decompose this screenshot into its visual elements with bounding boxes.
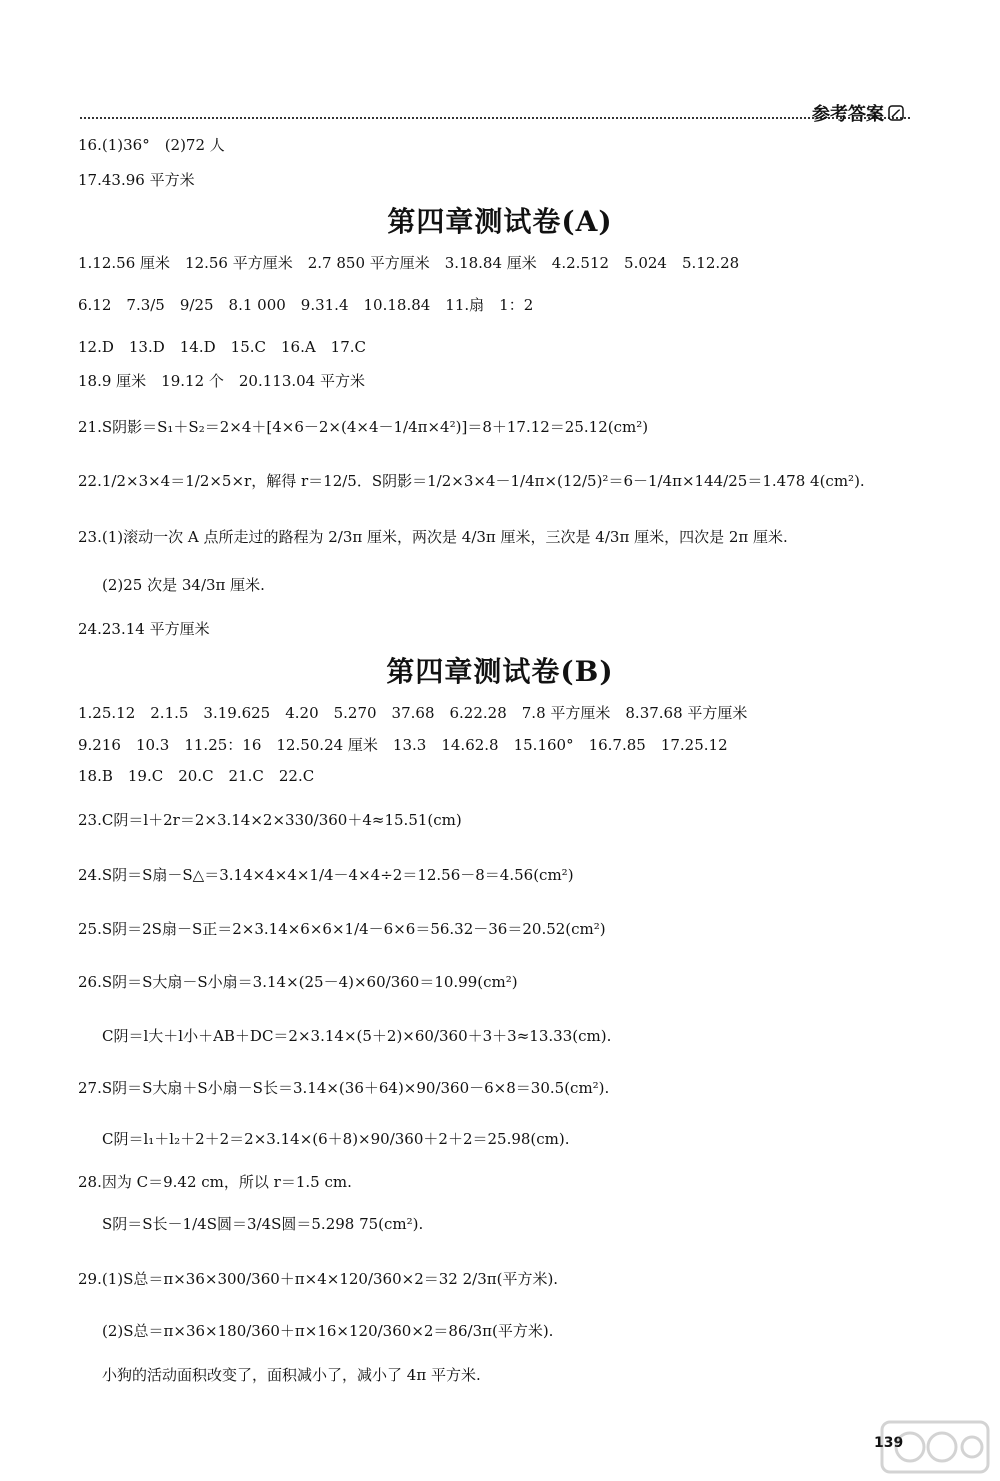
answer-line: 6.12 7.3/5 9/25 8.1 000 9.31.4 10.18.84 11.扇 1：2 bbox=[78, 296, 534, 314]
header-title: 参考答案 bbox=[812, 104, 884, 125]
answer-line: 9.216 10.3 11.25：16 12.50.24 厘米 13.3 14.62.8 15.160° 16.7.85 17.25.12 bbox=[78, 736, 728, 754]
section-title-a: 第四章测试卷(A) bbox=[387, 205, 613, 238]
answer-line: 23.C阴＝l＋2r＝2×3.14×2×330/360＋4≈15.51(cm) bbox=[78, 811, 462, 829]
header-label bbox=[812, 100, 904, 126]
answer-line: 17.43.96 平方米 bbox=[78, 171, 195, 189]
answer-line: 22.1/2×3×4＝1/2×5×r，解得 r＝12/5．S阴影＝1/2×3×4－1/4π×(12/5)²＝6－1/4π×144/25＝1.478 4(cm²). bbox=[78, 472, 865, 490]
answer-line: 16.(1)36° (2)72 人 bbox=[78, 136, 225, 154]
answer-line: 24.23.14 平方厘米 bbox=[78, 620, 210, 638]
answer-line: 小狗的活动面积改变了，面积减小了，减小了 4π 平方米. bbox=[102, 1366, 481, 1384]
answer-line: C阴＝l大＋l小＋AB＋DC＝2×3.14×(5＋2)×60/360＋3＋3≈13.33(cm). bbox=[102, 1027, 612, 1045]
answer-line: 1.12.56 厘米 12.56 平方厘米 2.7 850 平方厘米 3.18.84 厘米 4.2.512 5.024 5.12.28 bbox=[78, 254, 740, 272]
answer-line: 21.S阴影＝S₁＋S₂＝2×4＋[4×6－2×(4×4－1/4π×4²)]＝8＋17.12＝25.12(cm²) bbox=[78, 418, 649, 436]
answer-line: 1.25.12 2.1.5 3.19.625 4.20 5.270 37.68 6.22.28 7.8 平方厘米 8.37.68 平方厘米 bbox=[78, 704, 748, 722]
answer-line: 28.因为 C＝9.42 cm，所以 r＝1.5 cm. bbox=[78, 1173, 352, 1191]
answer-line: (2)S总＝π×36×180/360＋π×16×120/360×2＝86/3π(平方米). bbox=[102, 1322, 554, 1340]
watermark-logo-icon bbox=[880, 1418, 990, 1476]
answer-line: 29.(1)S总＝π×36×300/360＋π×4×120/360×2＝32 2/3π(平方米). bbox=[78, 1270, 559, 1288]
answer-line: 23.(1)滚动一次 A 点所走过的路程为 2/3π 厘米，两次是 4/3π 厘米，三次是 4/3π 厘米，四次是 2π 厘米. bbox=[78, 528, 788, 546]
answer-line: 27.S阴＝S大扇＋S小扇－S长＝3.14×(36＋64)×90/360－6×8＝30.5(cm²). bbox=[78, 1079, 610, 1097]
answer-line: 26.S阴＝S大扇－S小扇＝3.14×(25－4)×60/360＝10.99(cm²) bbox=[78, 973, 518, 991]
answer-line: C阴＝l₁＋l₂＋2＋2＝2×3.14×(6＋8)×90/360＋2＋2＝25.98(cm). bbox=[102, 1130, 570, 1148]
answer-line: 12.D 13.D 14.D 15.C 16.A 17.C bbox=[78, 338, 366, 356]
page-number: 139 bbox=[874, 1435, 904, 1451]
section-title-b: 第四章测试卷(B) bbox=[386, 655, 614, 688]
header-dotted-rule bbox=[80, 117, 910, 119]
answer-line: 24.S阴＝S扇－S△＝3.14×4×4×1/4－4×4÷2＝12.56－8＝4.56(cm²) bbox=[78, 866, 574, 884]
pencil-icon bbox=[888, 105, 904, 121]
answer-line: S阴＝S长－1/4S圆＝3/4S圆＝5.298 75(cm²). bbox=[102, 1215, 424, 1233]
answer-line: 18.B 19.C 20.C 21.C 22.C bbox=[78, 767, 315, 785]
answer-line: (2)25 次是 34/3π 厘米. bbox=[102, 576, 265, 594]
answer-line: 18.9 厘米 19.12 个 20.113.04 平方米 bbox=[78, 372, 365, 390]
answer-line: 25.S阴＝2S扇－S正＝2×3.14×6×6×1/4－6×6＝56.32－36＝20.52(cm²) bbox=[78, 920, 606, 938]
